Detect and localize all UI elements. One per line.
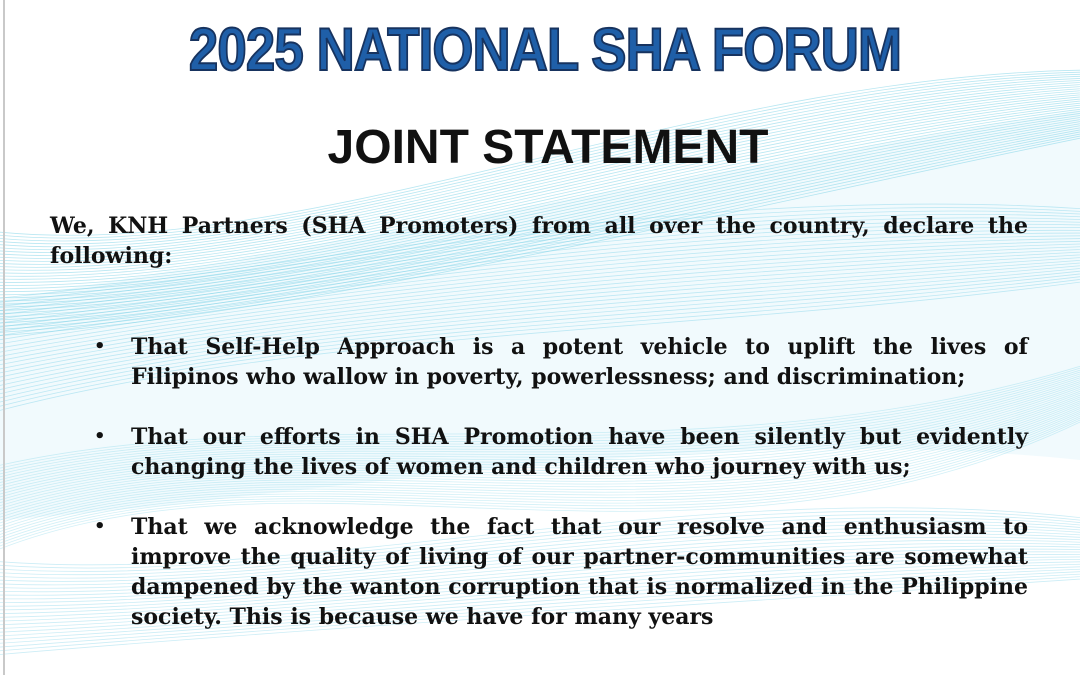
declaration-item [94, 332, 1028, 392]
declaration-item [94, 422, 1028, 482]
bullet-icon: • [94, 426, 106, 447]
bullet-icon: • [94, 336, 106, 357]
declaration-text: That we acknowledge the fact that our resolve and enthusiasm to improve the quality of living of our partner-communities are somewhat dampened by the wanton corruption that is normalized in the Philippine society. This is because we have for many years [131, 514, 1028, 630]
declaration-item [94, 512, 1028, 632]
document-title: JOINT STATEMENT [327, 121, 769, 174]
declaration-text: That our efforts in SHA Promotion have been silently but evidently changing the lives of women and children who journey with us; [131, 424, 1028, 480]
forum-title: 2025 NATIONAL SHA FORUM [188, 16, 902, 83]
intro-paragraph: We, KNH Partners (SHA Promoters) from all over the country, declare the following: [50, 213, 1028, 269]
declarations-list [94, 332, 1028, 662]
declaration-text: That Self-Help Approach is a potent vehicle to uplift the lives of Filipinos who wallow in poverty, powerlessness; and discrimination; [131, 334, 1028, 390]
page-edge-rule [3, 0, 5, 675]
bullet-icon: • [94, 516, 106, 537]
